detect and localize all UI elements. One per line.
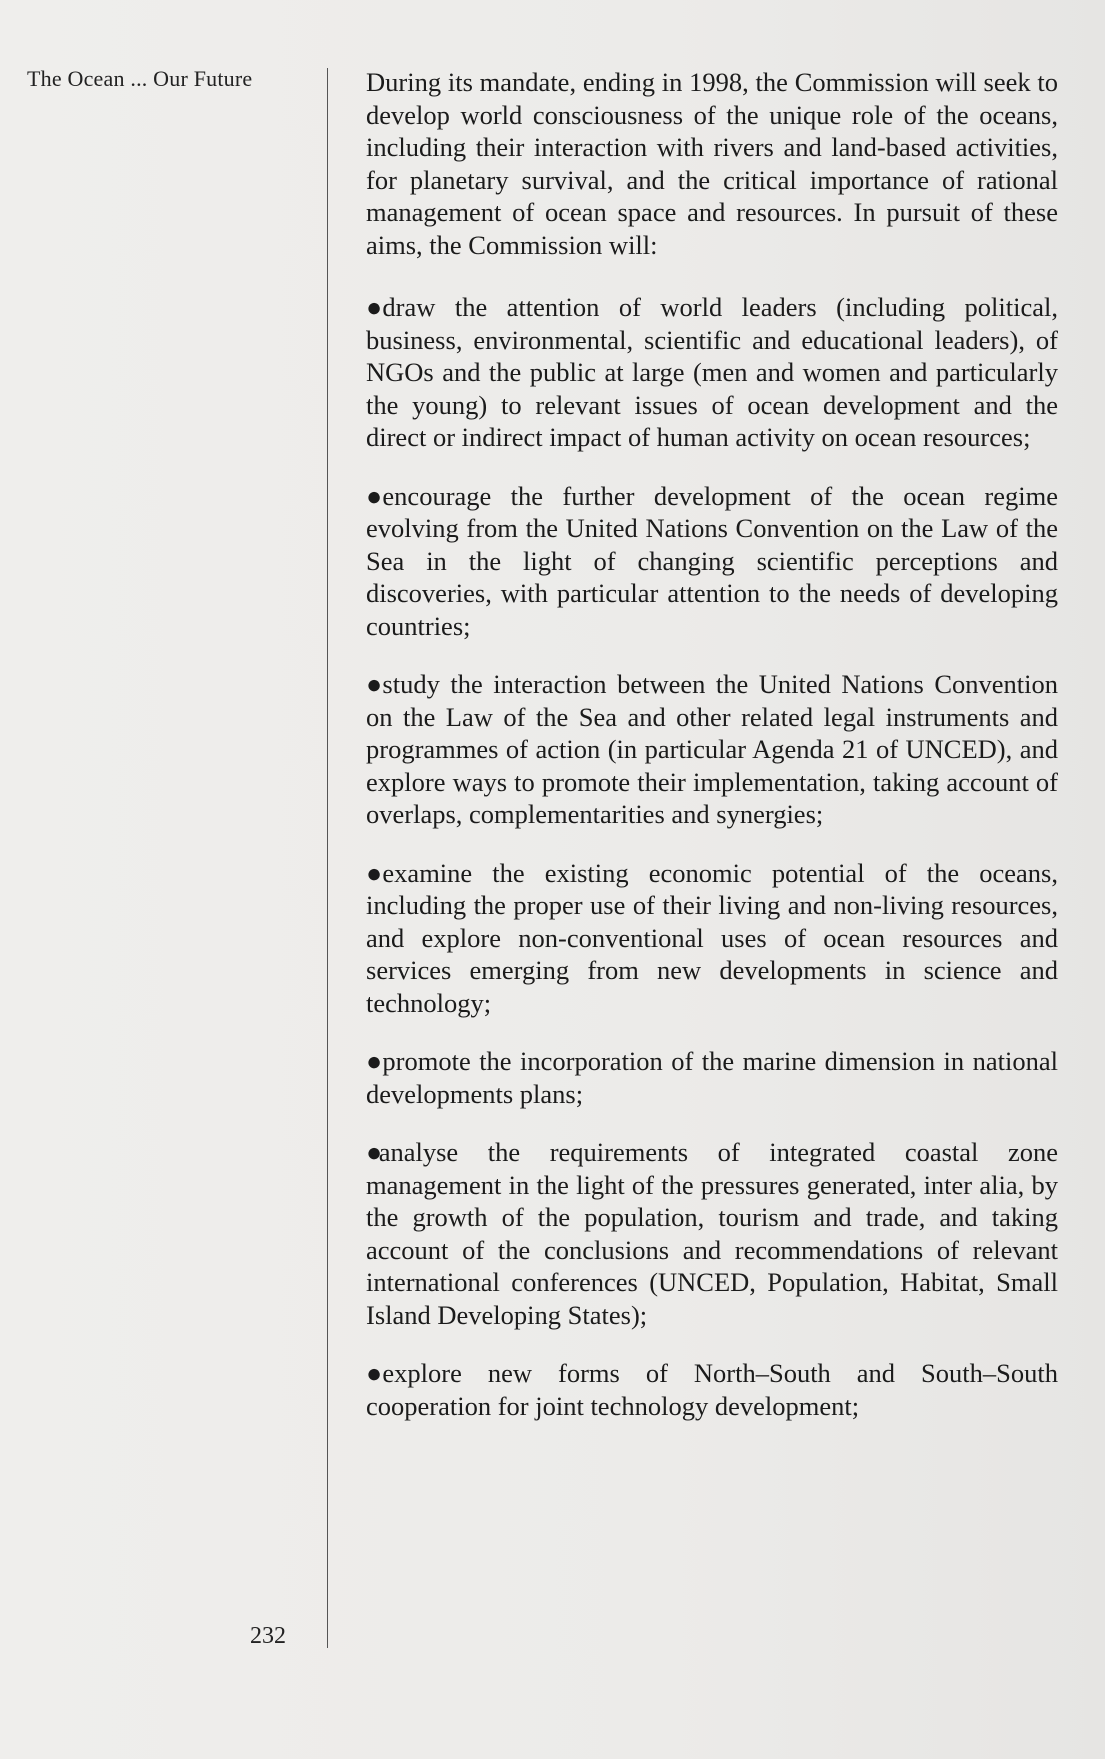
column-divider xyxy=(327,68,328,1648)
bullet-icon: ● xyxy=(366,1046,383,1076)
bullet-item-4 xyxy=(366,857,1058,1020)
bullet-icon: ● xyxy=(366,669,383,699)
bullet-item-3 xyxy=(366,668,1058,831)
bullet-text: encourage the further development of the ocean regime evolving from the United Nations Convention on the Law of the Sea in the light of changing scientific perceptions and discoveries, with particular attention to the needs of developing countries; xyxy=(366,480,1058,641)
bullet-item-6 xyxy=(366,1136,1058,1331)
bullet-text: analyse the requirements of integrated coastal zone management in the light of the pressures generated, inter alia, by the growth of the population, tourism and trade, and taking account of the conclusions and recommendations of relevant international conferences (UNCED, Population, Habitat, Small Island Developing States); xyxy=(366,1137,1058,1330)
bullet-text: explore new forms of North–South and South–South cooperation for joint technology development; xyxy=(366,1358,1058,1421)
bullet-icon: ● xyxy=(366,857,383,888)
bullet-item-2 xyxy=(366,480,1058,643)
bullet-item-7 xyxy=(366,1357,1058,1422)
bullet-icon: ● xyxy=(366,1137,383,1167)
bullet-icon: ● xyxy=(366,480,383,511)
bullet-text: study the interaction between the United Nations Convention on the Law of the Sea and other related legal instruments and programmes of action (in particular Agenda 21 of UNCED), and explore ways to promote their implementation, taking account of overlaps, complementarities and synergies; xyxy=(366,669,1058,829)
intro-paragraph: During its mandate, ending in 1998, the Commission will seek to develop world consciousness of the unique role of the oceans, including their interaction with rivers and land-based activities, for planetary survival, and the critical importance of rational management of ocean space and resources. In pursuit of these aims, the Commission will: xyxy=(366,67,1058,260)
bullet-text: draw the attention of world leaders (including political, business, environmental, scientific and educational leaders), of NGOs and the public at large (men and women and particularly the young) to relevant issues of ocean development and the direct or indirect impact of human activity on ocean resources; xyxy=(366,292,1058,452)
bullet-item-1 xyxy=(366,291,1058,454)
bullet-icon: ● xyxy=(366,1358,383,1388)
page-number: 232 xyxy=(250,1623,286,1649)
running-head: The Ocean ... Our Future xyxy=(27,66,253,91)
body-text xyxy=(366,66,1058,1448)
bullet-text: examine the existing economic potential of the oceans, including the proper use of their living and non-living resources, and explore non-conventional uses of ocean resources and services emerging from new developments in science and technology; xyxy=(366,857,1058,1018)
bullet-item-5 xyxy=(366,1045,1058,1110)
bullet-text: promote the incorporation of the marine dimension in national developments plans; xyxy=(366,1046,1058,1109)
bullet-icon: ● xyxy=(366,292,383,322)
